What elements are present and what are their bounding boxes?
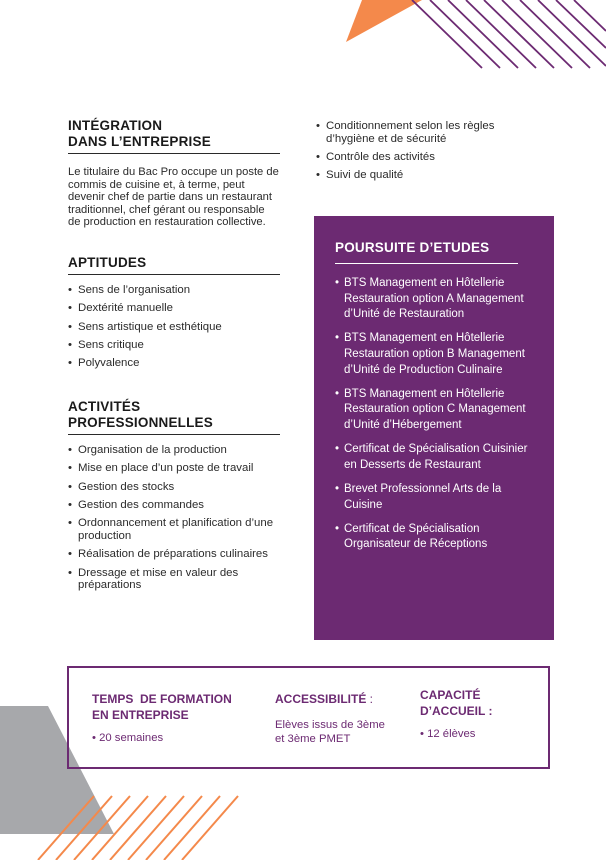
activites-title [68,399,280,435]
list-item: • Mise en place d’un poste de travail [68,462,280,475]
list-item: • Sens de l’organisation [68,284,280,297]
activites-list [68,444,280,592]
capacite-title-line1: CAPACITÉ [420,688,481,702]
poursuite-panel [314,216,554,640]
list-item: • Ordonnancement et planification d’une production [68,517,280,543]
list-item: • Sens critique [68,339,280,352]
accessibilite-value [275,718,385,746]
poursuite-title: POURSUITE D’ETUDES [335,240,518,264]
integration-title [68,118,280,154]
left-column [68,118,280,614]
aptitudes-list [68,284,280,370]
list-item: • Brevet Professionnel Arts de la Cuisine [335,482,534,513]
capacite-title-line2: D’ACCUEIL : [420,703,493,718]
temps-value: • 20 semaines [92,732,164,744]
accessibilite-value-line1: Elèves issus de 3ème [275,718,385,731]
list-item: • Suivi de qualité [316,169,546,182]
activites-title-line2: PROFESSIONNELLES [68,414,213,430]
list-item: • Certificat de Spécialisation Organisateur de Réceptions [335,522,534,553]
list-item: • Sens artistique et esthétique [68,321,280,334]
list-item: • Réalisation de préparations culinaires [68,548,280,561]
aptitudes-title: APTITUDES [68,255,280,275]
list-item: • Gestion des stocks [68,481,280,494]
temps-title-line2: EN ENTREPRISE [92,707,189,722]
capacite-accueil [420,688,492,741]
list-item: • Organisation de la production [68,444,280,457]
capacite-title [420,688,492,719]
list-item: • Contrôle des activités [316,151,546,164]
integration-title-line2: DANS L’ENTREPRISE [68,134,211,149]
orange-triangle [346,0,422,42]
accessibilite-title-text: ACCESSIBILITÉ [275,692,367,706]
temps-formation [92,692,232,745]
activites-section [68,399,280,592]
list-item: • Gestion des commandes [68,499,280,512]
list-item: • Polyvalence [68,357,280,370]
accessibilite [275,692,385,746]
list-item: • Certificat de Spécialisation Cuisinier en Desserts de Restaurant [335,442,534,473]
temps-title-line1: TEMPS DE FORMATION [92,692,232,706]
integration-section [68,118,280,229]
activites-suite-list [316,120,546,182]
capacite-value: • 12 élèves [420,728,476,740]
accessibilite-title [275,692,385,708]
accessibilite-title-suffix: : [366,692,374,706]
list-item: • Dextérité manuelle [68,302,280,315]
integration-title-line1: INTÉGRATION [68,118,163,133]
purple-stripes [412,0,606,68]
info-box [67,666,550,769]
list-item: • BTS Management en Hôtellerie Restauration option A Management d’Unité de Restauration [335,276,534,323]
list-item: • Conditionnement selon les règles d’hygiène et de sécurité [316,120,546,146]
list-item: • Dressage et mise en valeur des préparations [68,567,280,593]
aptitudes-section [68,255,280,370]
poursuite-list [335,276,534,553]
top-decoration [330,0,606,80]
list-item: • BTS Management en Hôtellerie Restauration option B Management d’Unité de Production Culinaire [335,331,534,378]
activites-title-line1: ACTIVITÉS [68,398,141,414]
integration-text: Le titulaire du Bac Pro occupe un poste de commis de cuisine et, à terme, peut devenir chef de partie dans un restaurant traditionnel, chef gérant ou responsable de production en restauration collective. [68,166,279,229]
activites-continuation [316,118,546,188]
list-item: • BTS Management en Hôtellerie Restauration option C Management d’Unité d’Hébergement [335,387,534,434]
temps-title [92,692,232,723]
accessibilite-value-line2: et 3ème PMET [275,732,351,745]
